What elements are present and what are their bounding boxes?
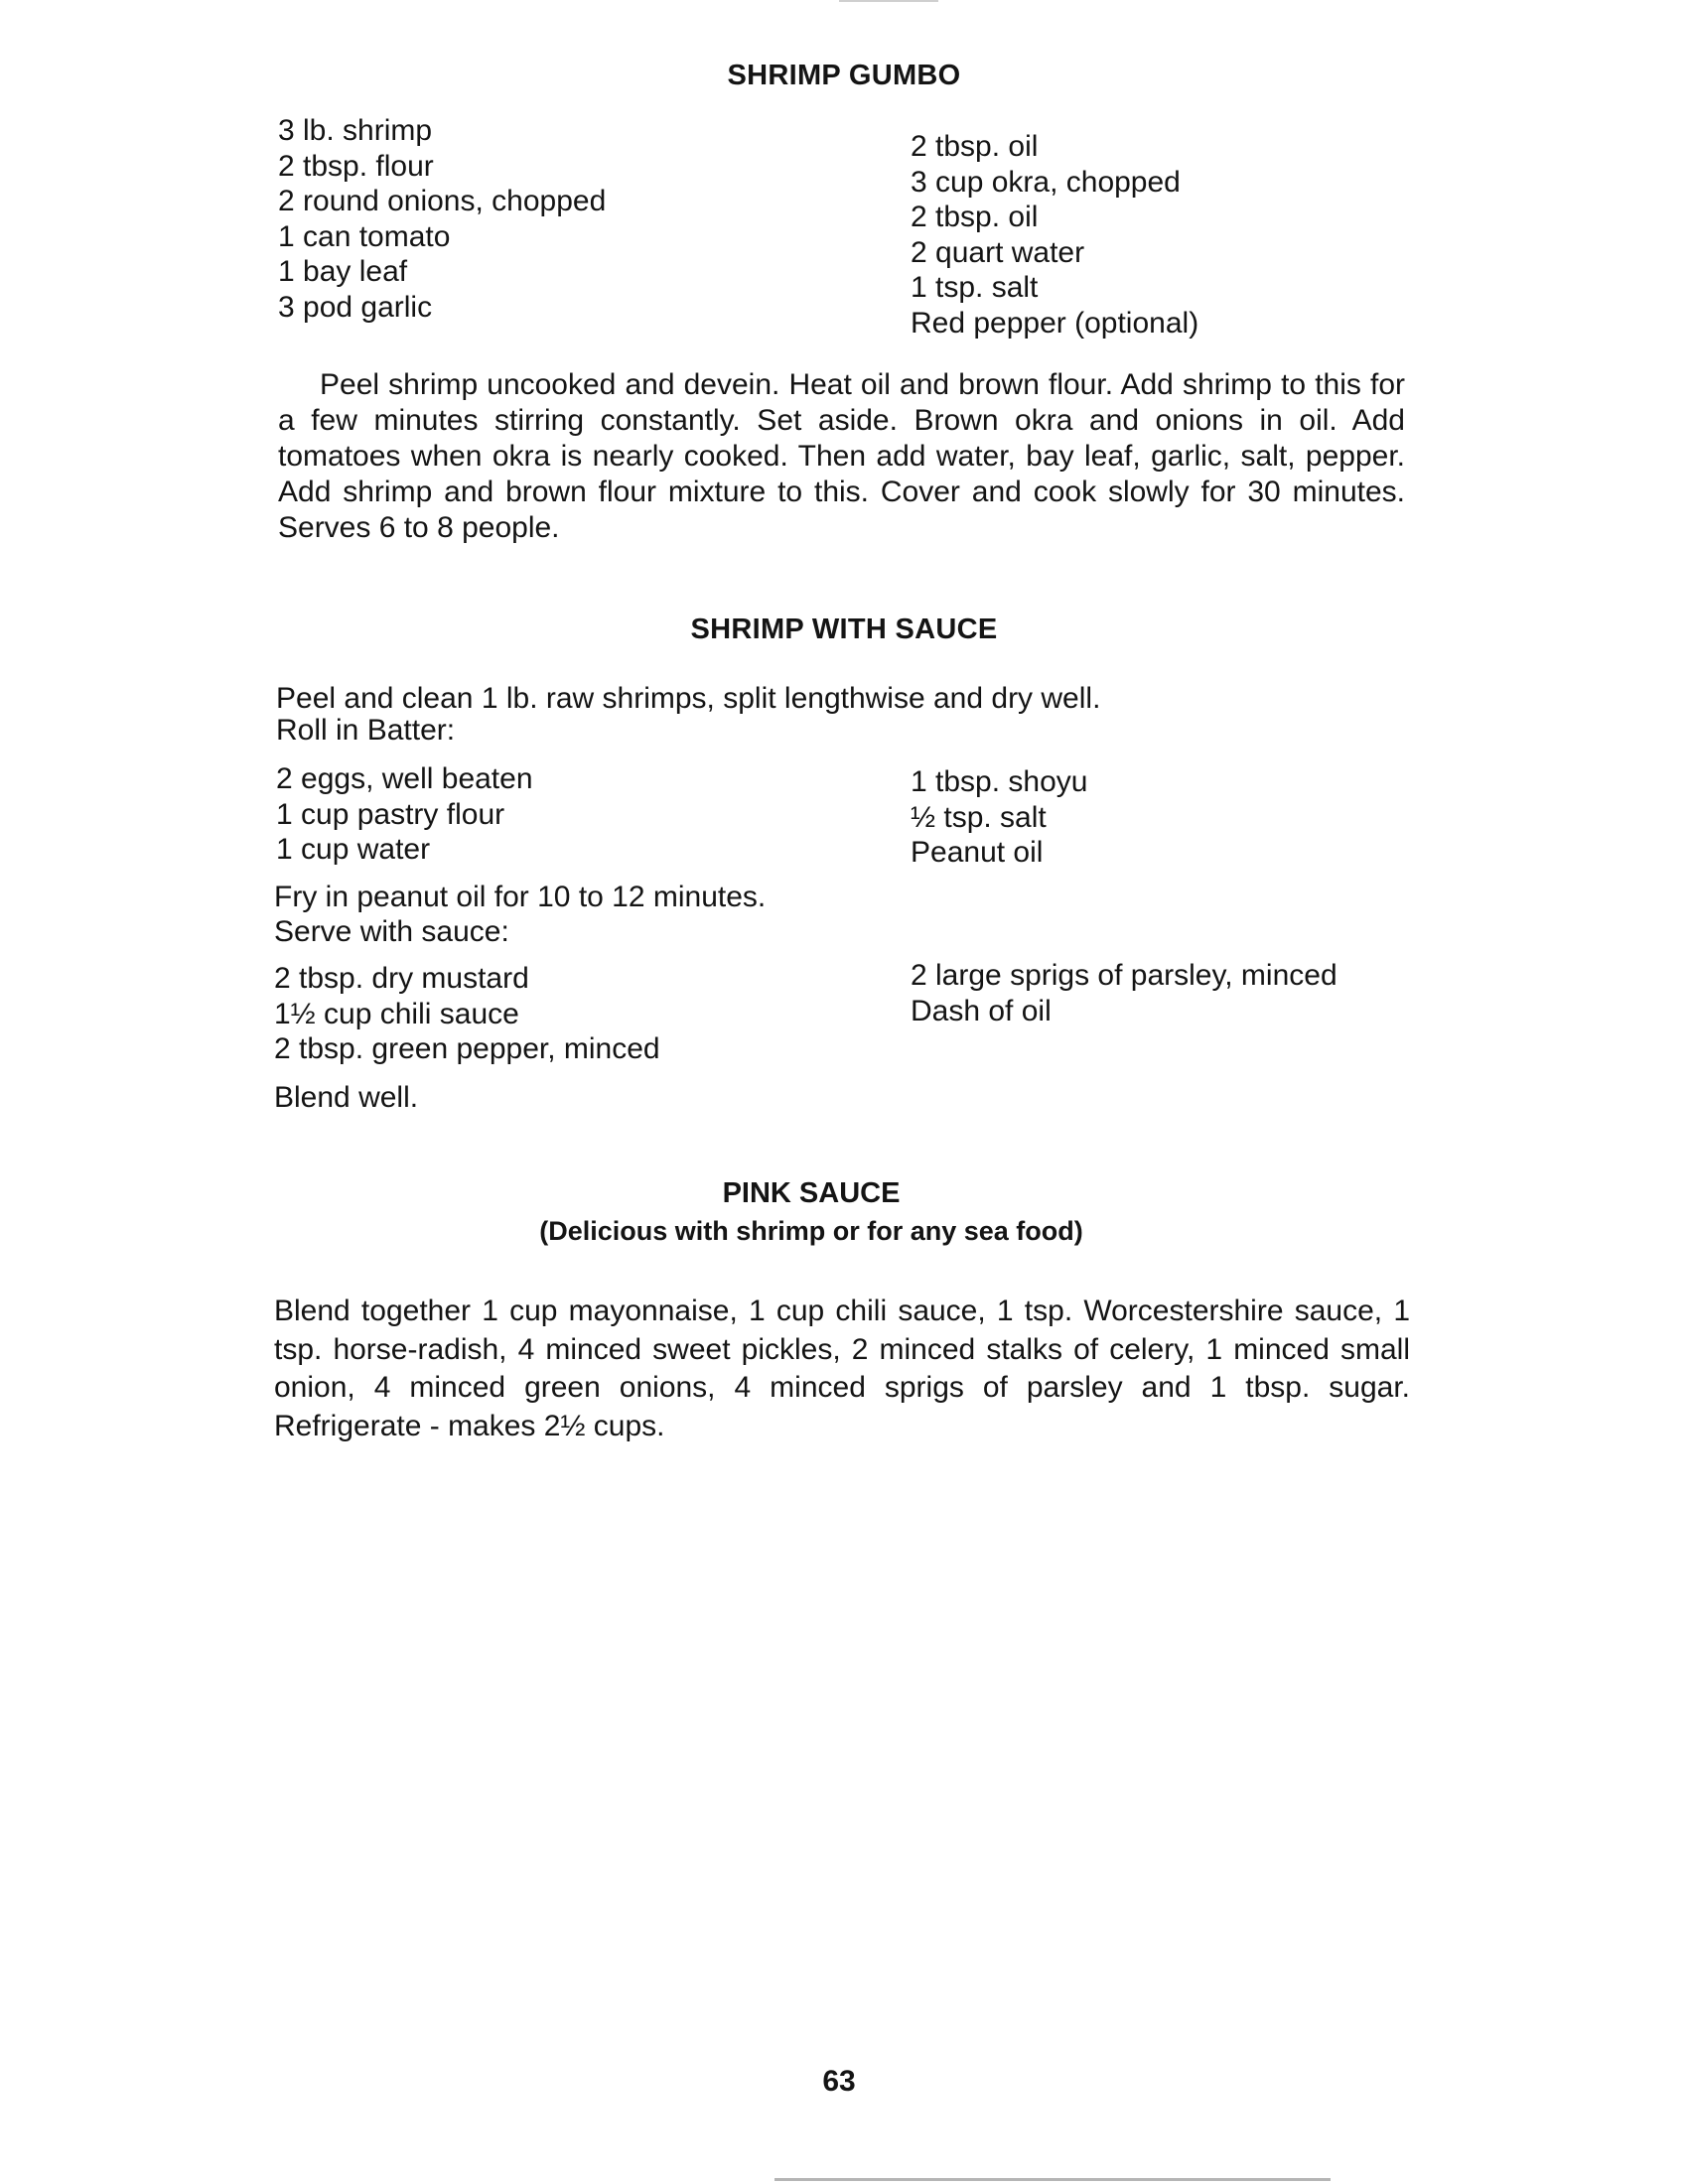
ingredient-item: 2 tbsp. flour xyxy=(278,149,434,183)
page-number: 63 xyxy=(822,2065,856,2098)
fry-instruction: Fry in peanut oil for 10 to 12 minutes. xyxy=(274,881,767,913)
batter-ingredients-left xyxy=(276,761,533,868)
shrimp-gumbo-ingredients-left xyxy=(278,113,606,325)
pink-sauce-subtitle: (Delicious with shrimp or for any sea food) xyxy=(539,1216,1083,1246)
ingredient-item: ½ tsp. salt xyxy=(911,800,1047,834)
ingredient-item: 1 bay leaf xyxy=(278,255,408,288)
shrimp-gumbo-ingredients-right xyxy=(911,129,1198,341)
ingredient-item: 1 tbsp. shoyu xyxy=(911,765,1088,798)
ingredient-item: Dash of oil xyxy=(911,994,1052,1027)
blend-well-text: Blend well. xyxy=(274,1081,419,1114)
shrimp-gumbo-instructions: Peel shrimp uncooked and devein. Heat oil and brown flour. Add shrimp to this for a few minutes stirring constantly. Set aside. Brown okra and onions in oil. Add tomatoes when okra is nearly cooked. Then add water, bay leaf, garlic, salt, pepper. Add shrimp and brown flour mixture to this. Cover and cook slowly for 30 minutes. Serves 6 to 8 people. xyxy=(278,368,1405,544)
sauce-ingredients-left xyxy=(274,961,660,1067)
ingredient-item: 2 large sprigs of parsley, minced xyxy=(911,959,1337,992)
ingredient-item: 2 tbsp. oil xyxy=(911,201,1039,233)
ingredient-item: 1 cup pastry flour xyxy=(276,797,505,831)
shrimp-with-sauce-title: SHRIMP WITH SAUCE xyxy=(690,614,998,645)
ingredient-item: Peanut oil xyxy=(911,836,1044,869)
ingredient-item: 2 round onions, chopped xyxy=(278,185,607,217)
ingredient-item: 1 can tomato xyxy=(278,219,451,253)
ingredient-item: 2 eggs, well beaten xyxy=(276,762,533,795)
ingredient-item: 2 tbsp. oil xyxy=(911,130,1039,163)
batter-ingredients-right xyxy=(911,764,1087,871)
shrimp-gumbo-title: SHRIMP GUMBO xyxy=(727,60,961,91)
ingredient-item: 2 tbsp. green pepper, minced xyxy=(274,1032,660,1065)
ingredient-item: 1 tsp. salt xyxy=(911,271,1039,304)
ingredient-item: 1½ cup chili sauce xyxy=(274,997,519,1030)
top-edge-rule xyxy=(839,0,938,2)
ingredient-item: 2 quart water xyxy=(911,235,1085,269)
batter-heading: Roll in Batter: xyxy=(276,714,456,747)
pink-sauce-instructions: Blend together 1 cup mayonnaise, 1 cup chili sauce, 1 tsp. Worcestershire sauce, 1 tsp. horse-radish, 4 minced sweet pickles, 2 minced stalks of celery, 1 minced small onion, 4 minced green onions, 4 minced sprigs of parsley and 1 tbsp. sugar. Refrigerate - makes 2½ cups. xyxy=(274,1295,1410,1442)
ingredient-item: Red pepper (optional) xyxy=(911,306,1199,340)
ingredient-item: 1 cup water xyxy=(276,833,431,866)
ingredient-item: 3 pod garlic xyxy=(278,290,433,324)
sauce-ingredients-right xyxy=(911,958,1337,1028)
ingredient-item: 3 cup okra, chopped xyxy=(911,165,1181,199)
shrimp-with-sauce-intro: Peel and clean 1 lb. raw shrimps, split lengthwise and dry well. xyxy=(276,682,1101,715)
ingredient-item: 3 lb. shrimp xyxy=(278,114,433,147)
pink-sauce-title: PINK SAUCE xyxy=(722,1177,901,1209)
bottom-edge-rule xyxy=(774,2178,1331,2181)
sauce-heading: Serve with sauce: xyxy=(274,915,509,948)
ingredient-item: 2 tbsp. dry mustard xyxy=(274,962,529,995)
